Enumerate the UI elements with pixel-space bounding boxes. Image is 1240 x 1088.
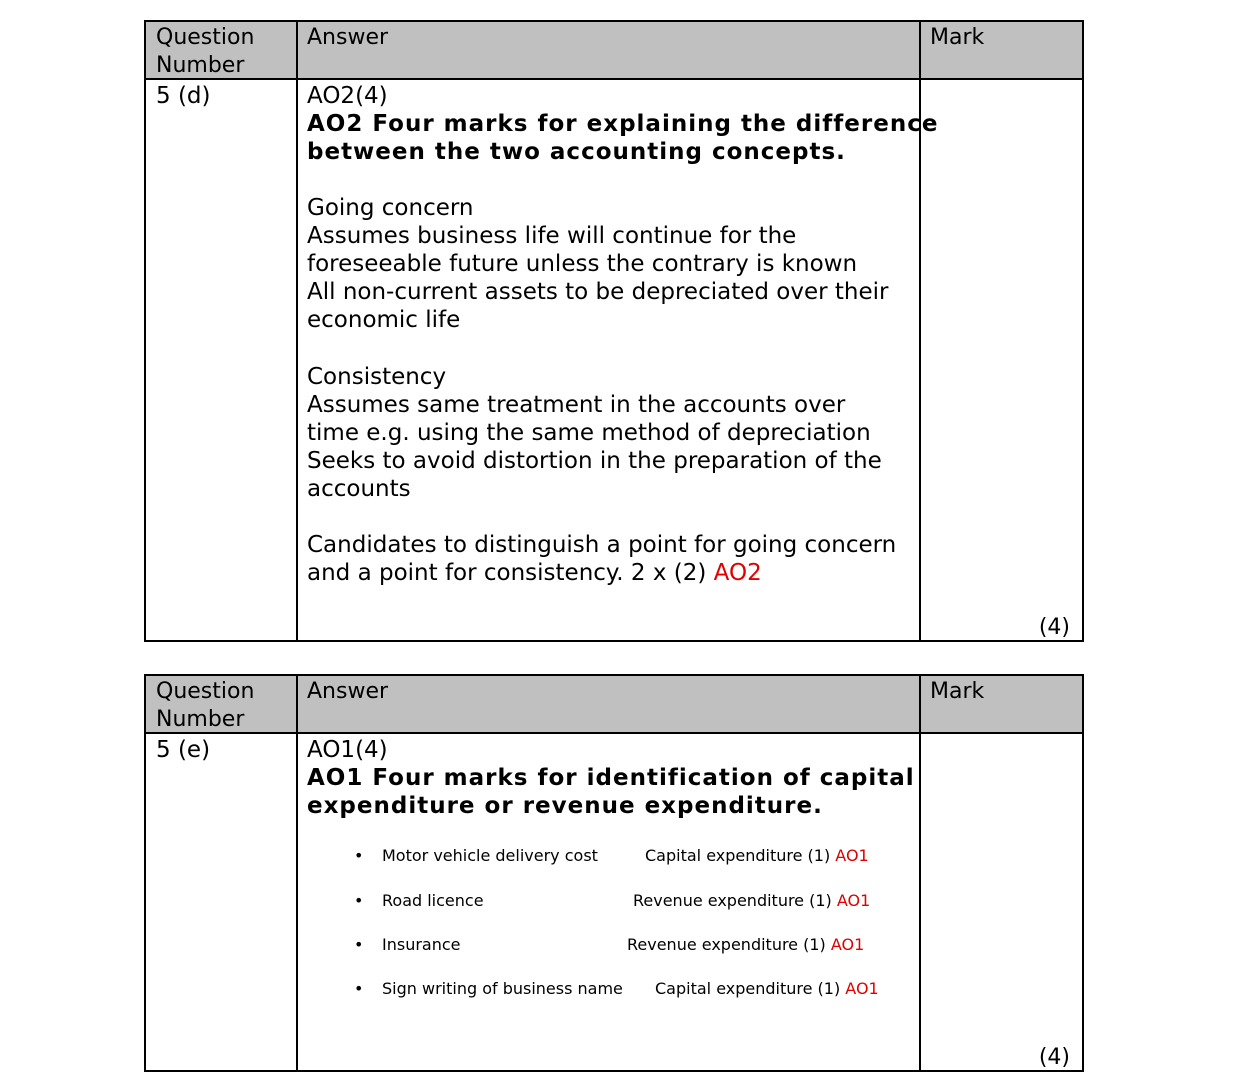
total-marks: (4)	[1038, 615, 1070, 640]
mark-scheme-table-5e	[144, 674, 1084, 1072]
item-name: Road licence	[382, 891, 484, 910]
concept-title-consistency: Consistency	[307, 364, 447, 390]
candidate-note-line2	[307, 559, 762, 587]
total-marks: (4)	[1038, 1045, 1070, 1070]
ao-tag: AO1	[835, 846, 869, 865]
ao-heading: AO1(4)	[307, 737, 388, 763]
concept-title-going-concern: Going concern	[307, 195, 474, 221]
item-classification	[655, 979, 879, 999]
bullet: •	[354, 846, 364, 865]
question-number: 5 (d)	[156, 83, 211, 109]
list-item	[354, 846, 914, 868]
item-classification	[633, 891, 870, 911]
concept-description-consistency: Assumes same treatment in the accounts over time e.g. using the same method of depreciation Seeks to avoid distortion in the preparation of the accounts	[307, 392, 882, 502]
bullet: •	[354, 979, 364, 998]
header-answer: Answer	[307, 25, 389, 50]
ao-tag: AO2	[713, 560, 762, 586]
classification-text: Capital expenditure (1)	[645, 846, 836, 865]
list-item	[354, 935, 914, 957]
classification-text: Revenue expenditure (1)	[633, 891, 837, 910]
header-question-number: Question Number	[156, 25, 255, 78]
question-number: 5 (e)	[156, 737, 211, 763]
column-divider	[296, 22, 298, 640]
ao-heading: AO2(4)	[307, 83, 388, 109]
column-divider	[296, 676, 298, 1070]
marking-criteria: AO2 Four marks for explaining the difference between the two accounting concepts.	[307, 111, 939, 165]
classification-text: Capital expenditure (1)	[655, 979, 846, 998]
item-name: Sign writing of business name	[382, 979, 623, 998]
header-mark: Mark	[930, 25, 985, 50]
item-classification	[627, 935, 864, 955]
header-mark: Mark	[930, 679, 985, 704]
ao-tag: AO1	[845, 979, 879, 998]
header-question-number: Question Number	[156, 679, 255, 732]
item-name: Insurance	[382, 935, 461, 954]
ao-tag: AO1	[836, 891, 871, 910]
header-answer: Answer	[307, 679, 389, 704]
marking-criteria: AO1 Four marks for identification of capital expenditure or revenue expenditure.	[307, 765, 915, 819]
ao-tag: AO1	[830, 935, 865, 954]
item-name: Motor vehicle delivery cost	[382, 846, 598, 865]
item-classification	[645, 846, 869, 866]
mark-scheme-table-5d	[144, 20, 1084, 642]
candidate-note: Candidates to distinguish a point for going concern	[307, 532, 897, 558]
classification-text: Revenue expenditure (1)	[627, 935, 831, 954]
bullet: •	[354, 935, 364, 954]
list-item	[354, 891, 914, 913]
list-item	[354, 979, 914, 1001]
column-divider	[919, 676, 921, 1070]
concept-description-going-concern: Assumes business life will continue for the foreseeable future unless the contrary is known All non-current assets to be depreciated over their economic life	[307, 223, 889, 333]
bullet: •	[354, 891, 364, 910]
candidate-note-text: and a point for consistency. 2 x (2)	[307, 560, 714, 586]
